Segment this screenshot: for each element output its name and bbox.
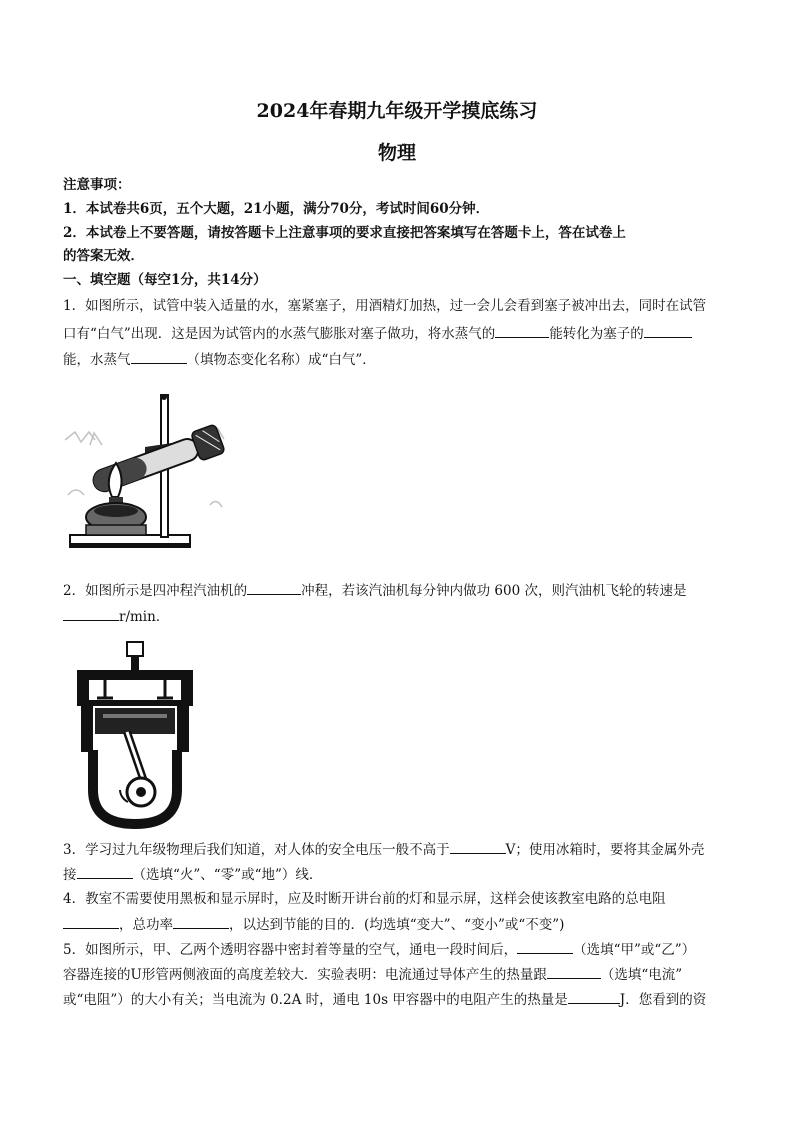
q2-line-2 bbox=[63, 606, 735, 627]
q2-blank-1[interactable] bbox=[247, 580, 301, 595]
q3-text-b: V；使用冰箱时，要将其金属外壳 bbox=[505, 842, 705, 858]
notice-heading: 注意事项： bbox=[63, 177, 131, 193]
q4-line-2 bbox=[63, 914, 735, 935]
q5-line-2 bbox=[63, 964, 735, 985]
q4-blank-2[interactable] bbox=[173, 914, 229, 929]
q5-blank-1[interactable] bbox=[517, 939, 573, 954]
q3-blank-2[interactable] bbox=[77, 864, 133, 879]
q3-line-2 bbox=[63, 864, 735, 885]
q4-line-1: 4．教室不需要使用黑板和显示屏时，应及时断开讲台前的灯和显示屏，这样会使该教室电路的总电阻 bbox=[63, 891, 666, 907]
q2-line-1 bbox=[63, 580, 735, 601]
q4-text-a: ，总功率 bbox=[119, 917, 173, 933]
q1-blank-1[interactable] bbox=[495, 323, 549, 338]
q5-blank-3[interactable] bbox=[568, 989, 620, 1004]
notice-item-1: 1．本试卷共6页，五个大题，21小题，满分70分，考试时间60分钟． bbox=[63, 201, 490, 217]
q5-line-3 bbox=[63, 989, 735, 1010]
q5-text-e: 或“电阻”）的大小有关；当电流为 0.2A 时，通电 10s 甲容器中的电阻产生的热量是 bbox=[63, 992, 568, 1008]
q2-text-b: 冲程，若该汽油机每分钟内做功 600 次，则汽油机飞轮的转速是 bbox=[301, 583, 687, 599]
q5-text-f: J．您看到的资 bbox=[619, 992, 707, 1008]
q1-blank-2[interactable] bbox=[644, 323, 692, 338]
section-1-heading: 一、填空题（每空1分，共14分） bbox=[63, 272, 267, 288]
exam-title: 2024年春期九年级开学摸底练习 bbox=[256, 100, 538, 122]
q2-text-c: r/min． bbox=[119, 609, 170, 625]
q1-line-2 bbox=[63, 323, 735, 344]
q4-text-b: ，以达到节能的目的．(均选填“变大”、“变小”或“不变”) bbox=[229, 917, 565, 933]
q1-text-b: 能转化为塞子的 bbox=[549, 326, 644, 342]
q5-text-c: 容器连接的U形管两侧液面的高度差较大．实验表明：电流通过导体产生的热量跟 bbox=[63, 967, 547, 983]
notice-item-2-line-2: 的答案无效． bbox=[63, 248, 144, 264]
q5-text-a: 5．如图所示，甲、乙两个透明容器中密封着等量的空气，通电一段时间后， bbox=[63, 942, 518, 958]
q1-blank-3[interactable] bbox=[131, 349, 187, 364]
test-tube-heating-figure bbox=[60, 385, 260, 565]
q5-text-b: （选填“甲”或“乙”） bbox=[573, 942, 696, 958]
q1-text-a: 口有“白气”出现．这是因为试管内的水蒸气膨胀对塞子做功，将水蒸气的 bbox=[63, 326, 496, 342]
q2-text-a: 2．如图所示是四冲程汽油机的 bbox=[63, 583, 248, 599]
q1-line-1: 1．如图所示，试管中装入适量的水，塞紧塞子，用酒精灯加热，过一会儿会看到塞子被冲出去，同时在试管 bbox=[63, 298, 707, 314]
q2-blank-2[interactable] bbox=[63, 606, 119, 621]
q3-text-c: 接 bbox=[63, 867, 77, 883]
q5-line-1 bbox=[63, 939, 735, 960]
q3-blank-1[interactable] bbox=[450, 839, 506, 854]
q5-blank-2[interactable] bbox=[547, 964, 601, 979]
q3-text-a: 3．学习过九年级物理后我们知道，对人体的安全电压一般不高于 bbox=[63, 842, 450, 858]
q3-line-1 bbox=[63, 839, 735, 860]
subject-title: 物理 bbox=[377, 142, 416, 164]
q1-text-c: 能，水蒸气 bbox=[63, 352, 131, 368]
q5-text-d: （选填“电流” bbox=[600, 967, 683, 983]
q1-text-d: （填物态变化名称）成“白气”． bbox=[186, 352, 376, 368]
engine-cylinder-figure bbox=[75, 640, 195, 830]
q1-line-3 bbox=[63, 349, 735, 370]
q4-blank-1[interactable] bbox=[63, 914, 119, 929]
q3-text-d: （选填“火”、“零”或“地”）线． bbox=[132, 867, 323, 883]
notice-item-2-line-1: 2．本试卷上不要答题，请按答题卡上注意事项的要求直接把答案填写在答题卡上，答在试卷上 bbox=[63, 225, 626, 241]
